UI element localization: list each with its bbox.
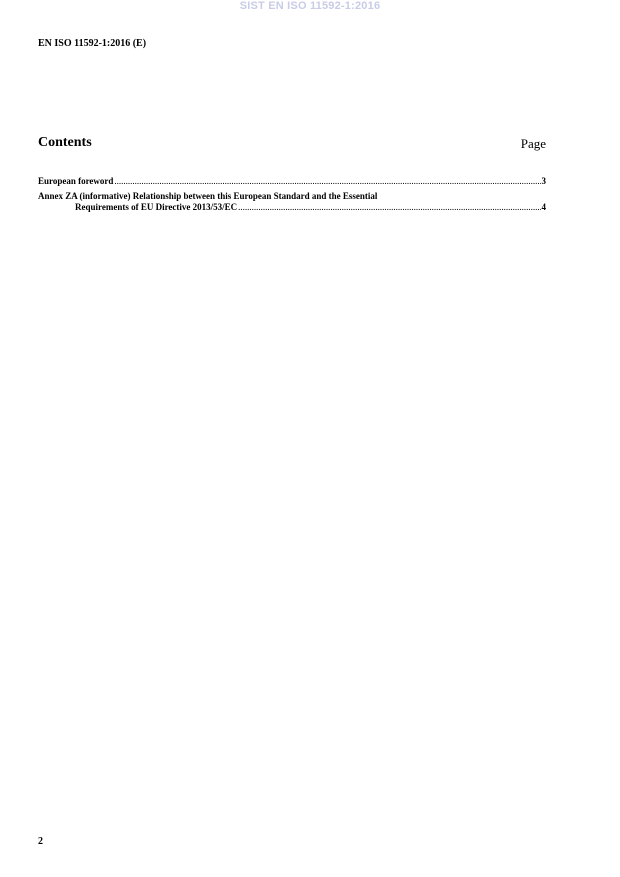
toc-leader-dots <box>114 176 540 187</box>
toc-line <box>38 202 546 213</box>
toc-entry-european-foreword[interactable] <box>38 176 546 187</box>
page-column-label: Page <box>520 136 546 151</box>
toc-entry-page: 3 <box>541 176 546 186</box>
watermark-text: SIST EN ISO 11592-1:2016 <box>239 0 381 12</box>
toc-entry-title-line1: Annex ZA (informative) Relationship between this European Standard and the Essential <box>38 191 378 201</box>
toc-entry-annex-za[interactable] <box>38 191 546 213</box>
toc-line <box>38 176 546 187</box>
table-of-contents <box>38 176 546 213</box>
toc-entry-title-line2: Requirements of EU Directive 2013/53/EC <box>75 202 238 212</box>
footer-page-number: 2 <box>38 836 43 847</box>
document-id-header: EN ISO 11592-1:2016 (E) <box>38 38 147 49</box>
toc-entry-title: European foreword <box>38 176 114 186</box>
toc-entry-page: 4 <box>541 202 546 212</box>
contents-title: Contents <box>38 135 92 150</box>
toc-leader-dots <box>238 202 540 213</box>
